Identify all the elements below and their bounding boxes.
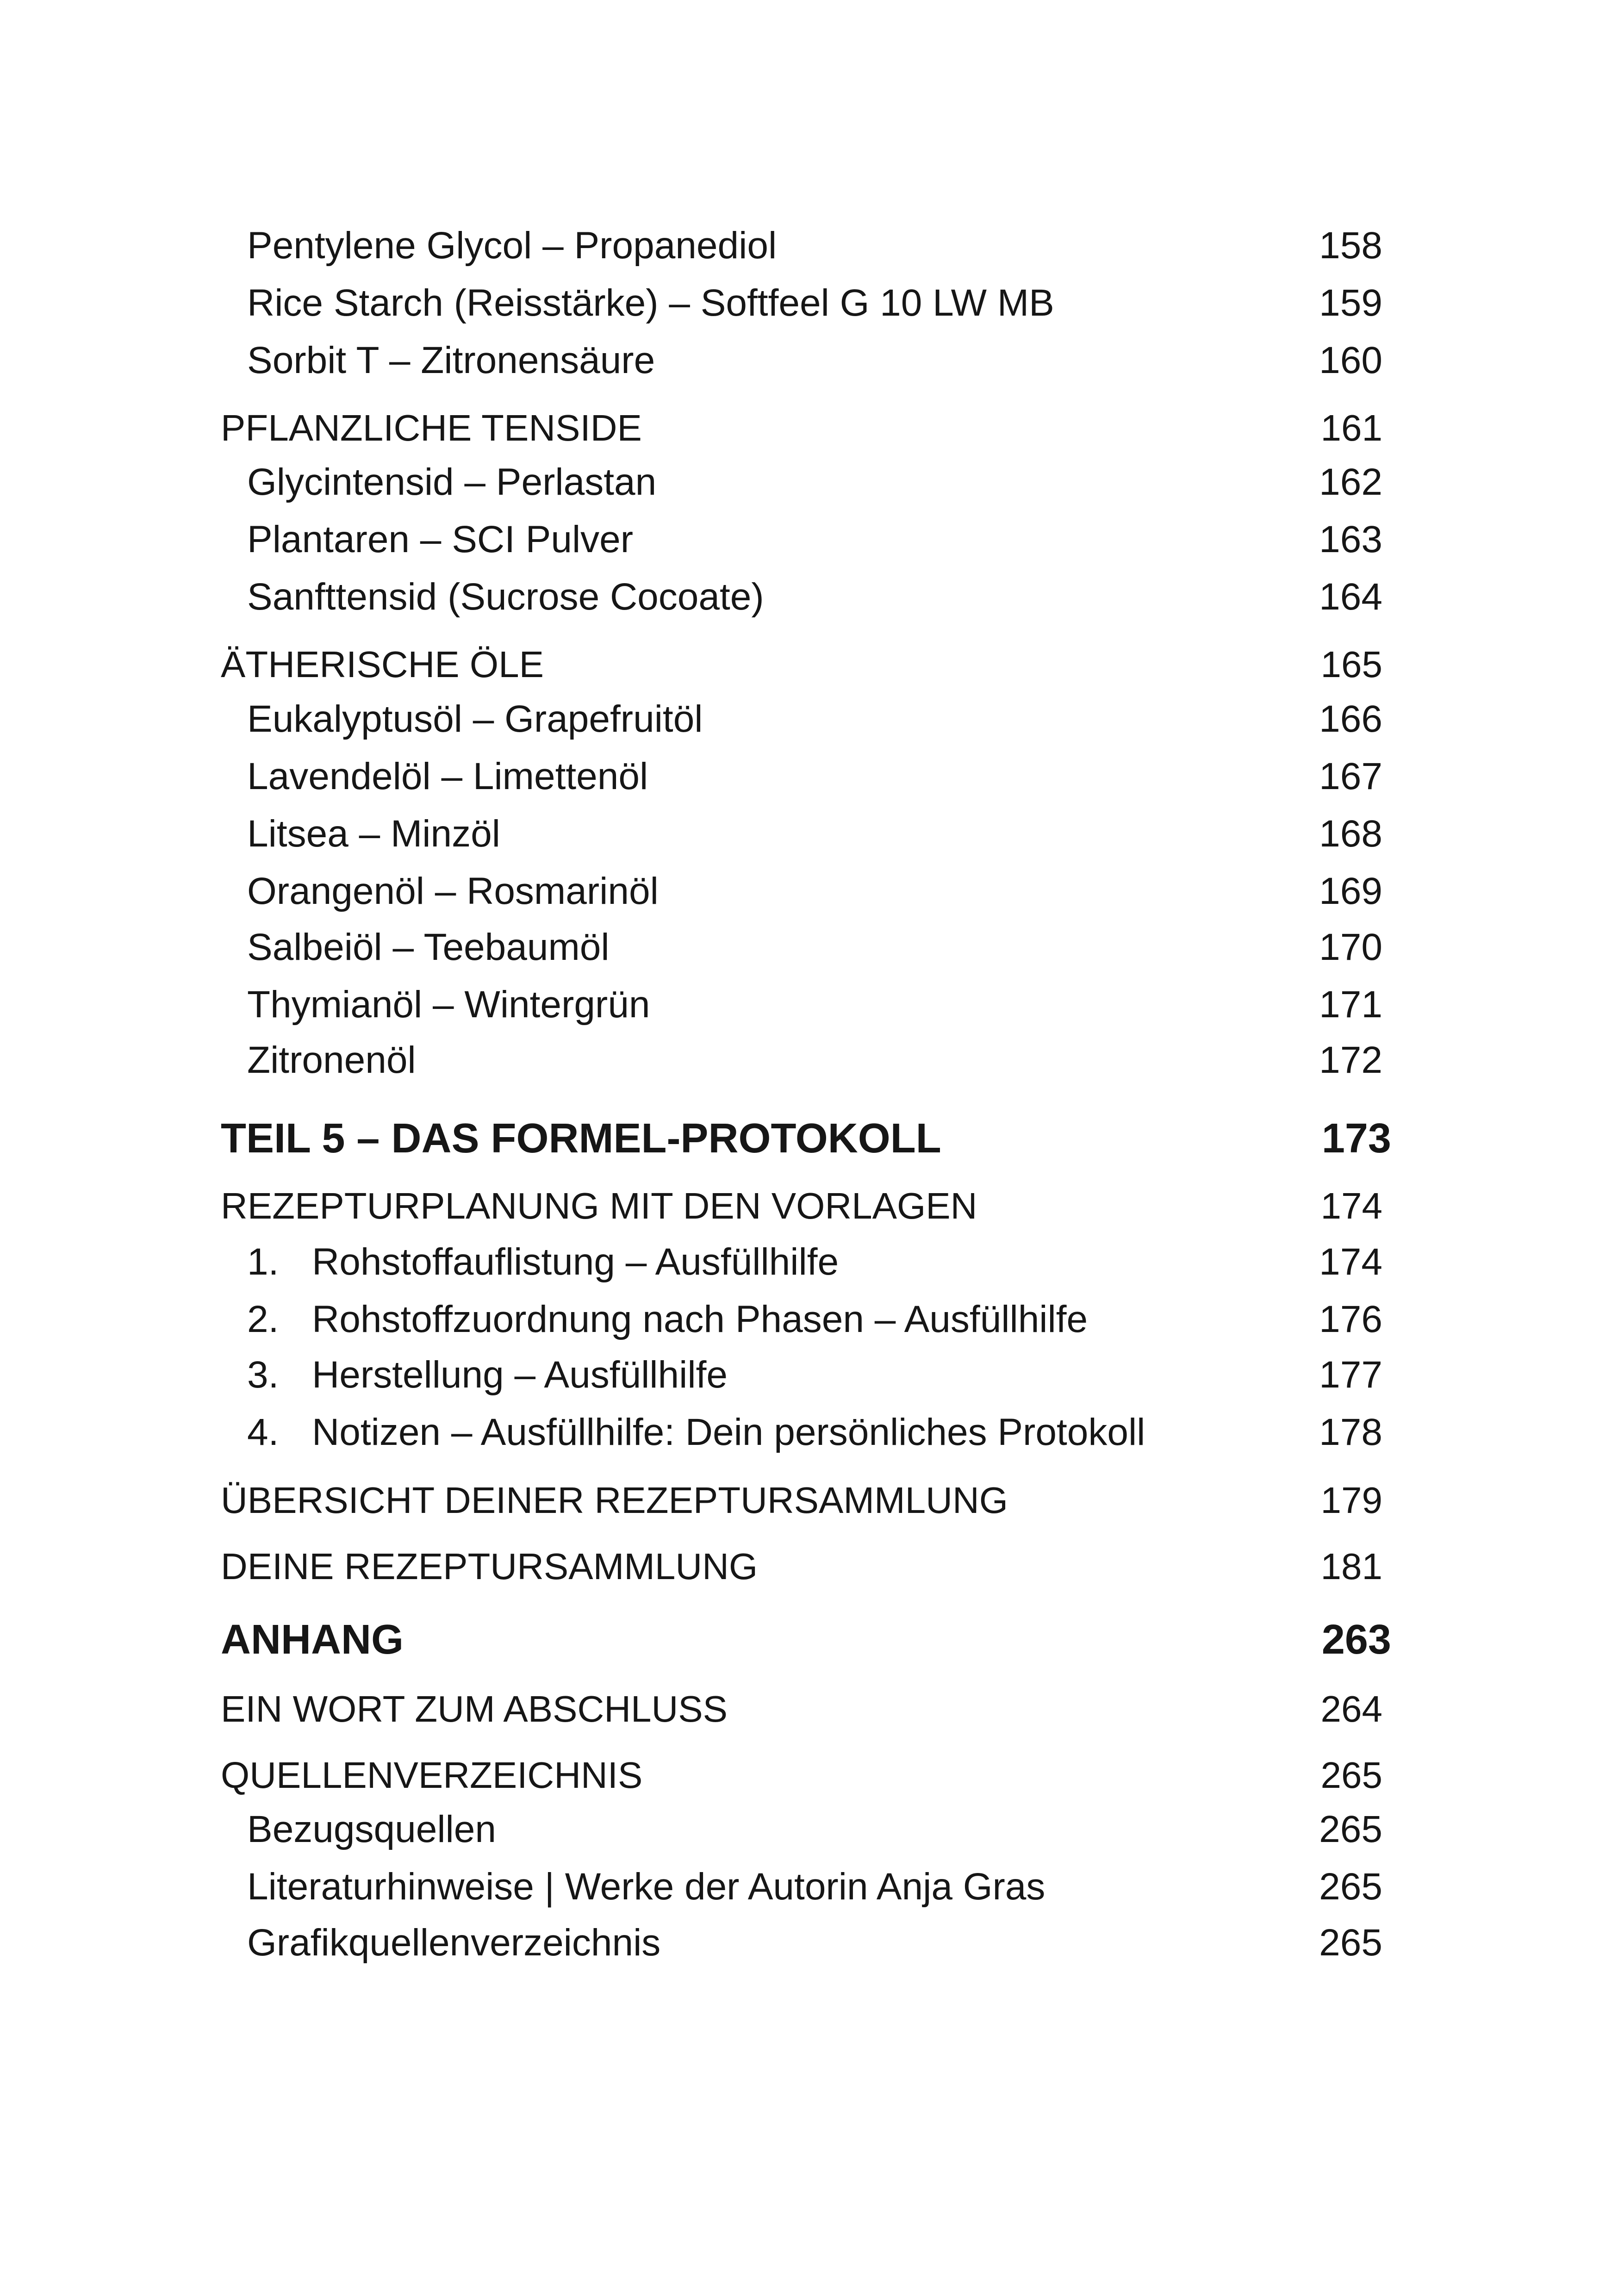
- toc-entry: [0, 512, 1618, 567]
- entry-title: Grafikquellenverzeichnis: [247, 1922, 661, 1964]
- entry-number: 3.: [247, 1354, 279, 1396]
- toc-entry: [0, 806, 1618, 862]
- page-number: 168: [1319, 813, 1382, 855]
- page-number: 176: [1319, 1298, 1382, 1340]
- entry-title: Plantaren – SCI Pulver: [247, 518, 634, 560]
- entry-title: Orangenöl – Rosmarinöl: [247, 870, 659, 912]
- page-number: 170: [1319, 926, 1382, 968]
- toc-section-heading: [0, 400, 1618, 456]
- toc-section-heading: [0, 1748, 1618, 1803]
- toc-section-heading: [0, 1473, 1618, 1528]
- toc-entry: [0, 218, 1618, 274]
- toc-section-heading: [0, 1539, 1618, 1594]
- page-number: 265: [1319, 1866, 1382, 1908]
- entry-title: Litsea – Minzöl: [247, 813, 500, 855]
- section-title: PFLANZLICHE TENSIDE: [221, 407, 642, 448]
- toc-entry: [0, 569, 1618, 625]
- toc-entry: [0, 977, 1618, 1033]
- entry-title: Zitronenöl: [247, 1039, 416, 1081]
- toc-entry: [0, 275, 1618, 331]
- toc-numbered-entry: [0, 1234, 1618, 1290]
- page-number: 178: [1319, 1411, 1382, 1453]
- page-number: 179: [1320, 1480, 1382, 1521]
- page-number: 166: [1319, 698, 1382, 740]
- page-number: 181: [1320, 1546, 1382, 1587]
- toc-entry: [0, 454, 1618, 510]
- toc-part-heading: [0, 1610, 1618, 1670]
- section-title: EIN WORT ZUM ABSCHLUSS: [221, 1688, 728, 1730]
- section-title: REZEPTURPLANUNG MIT DEN VORLAGEN: [221, 1185, 977, 1226]
- toc-entry: [0, 864, 1618, 919]
- toc-entry: [0, 749, 1618, 804]
- page-number: 169: [1319, 870, 1382, 912]
- toc-entry: [0, 1915, 1618, 1971]
- page-number: 158: [1319, 224, 1382, 267]
- toc-numbered-entry: [0, 1405, 1618, 1460]
- part-title: ANHANG: [221, 1617, 404, 1663]
- page-number: 167: [1319, 755, 1382, 797]
- page-number: 173: [1321, 1115, 1391, 1162]
- toc-entry: [0, 1802, 1618, 1857]
- entry-title: Sanfttensid (Sucrose Cocoate): [247, 576, 764, 618]
- entry-title: Glycintensid – Perlastan: [247, 461, 657, 503]
- entry-title: Notizen – Ausfüllhilfe: Dein persönliches Protokoll: [312, 1411, 1145, 1453]
- section-title: DEINE REZEPTURSAMMLUNG: [221, 1546, 758, 1587]
- entry-title: Pentylene Glycol – Propanediol: [247, 224, 777, 267]
- toc-section-heading: [0, 1681, 1618, 1737]
- entry-title: Salbeiöl – Teebaumöl: [247, 926, 610, 968]
- toc-part-heading: [0, 1108, 1618, 1169]
- page-number: 264: [1320, 1688, 1382, 1730]
- page-number: 162: [1319, 461, 1382, 503]
- toc-section-heading: [0, 1178, 1618, 1234]
- page-number: 159: [1319, 282, 1382, 324]
- entry-number: 1.: [247, 1241, 279, 1283]
- entry-title: Rohstoffauflistung – Ausfüllhilfe: [312, 1241, 839, 1283]
- page-number: 165: [1320, 644, 1382, 685]
- toc-entry: [0, 333, 1618, 388]
- toc-numbered-entry: [0, 1347, 1618, 1403]
- toc-entry: [0, 1033, 1618, 1088]
- toc-entry: [0, 691, 1618, 747]
- page-number: 172: [1319, 1039, 1382, 1081]
- toc-entry: [0, 920, 1618, 975]
- entry-title: Sorbit T – Zitronensäure: [247, 339, 655, 381]
- entry-title: Rohstoffzuordnung nach Phasen – Ausfüllhilfe: [312, 1298, 1088, 1340]
- entry-title: Eukalyptusöl – Grapefruitöl: [247, 698, 703, 740]
- entry-title: Bezugsquellen: [247, 1808, 496, 1850]
- page-number: 163: [1319, 518, 1382, 560]
- entry-title: Thymianöl – Wintergrün: [247, 983, 650, 1026]
- page-number: 265: [1320, 1755, 1382, 1796]
- page-number: 171: [1319, 983, 1382, 1026]
- page-number: 160: [1319, 339, 1382, 381]
- toc-entry: [0, 1859, 1618, 1915]
- section-title: ÄTHERISCHE ÖLE: [221, 644, 544, 685]
- entry-title: Lavendelöl – Limettenöl: [247, 755, 648, 797]
- part-title: TEIL 5 – DAS FORMEL-PROTOKOLL: [221, 1115, 941, 1162]
- page-number: 263: [1321, 1617, 1391, 1663]
- toc-numbered-entry: [0, 1292, 1618, 1347]
- entry-title: Literaturhinweise | Werke der Autorin Anja Gras: [247, 1866, 1045, 1908]
- page-number: 174: [1319, 1241, 1382, 1283]
- section-title: ÜBERSICHT DEINER REZEPTURSAMMLUNG: [221, 1480, 1008, 1521]
- page-number: 164: [1319, 576, 1382, 618]
- toc-section-heading: [0, 637, 1618, 692]
- entry-number: 4.: [247, 1411, 279, 1453]
- entry-number: 2.: [247, 1298, 279, 1340]
- entry-title: Herstellung – Ausfüllhilfe: [312, 1354, 728, 1396]
- page-number: 265: [1319, 1808, 1382, 1850]
- page-number: 161: [1320, 407, 1382, 448]
- page-number: 177: [1319, 1354, 1382, 1396]
- page-number: 174: [1320, 1185, 1382, 1226]
- page-number: 265: [1319, 1922, 1382, 1964]
- entry-title: Rice Starch (Reisstärke) – Softfeel G 10 LW MB: [247, 282, 1054, 324]
- section-title: QUELLENVERZEICHNIS: [221, 1755, 643, 1796]
